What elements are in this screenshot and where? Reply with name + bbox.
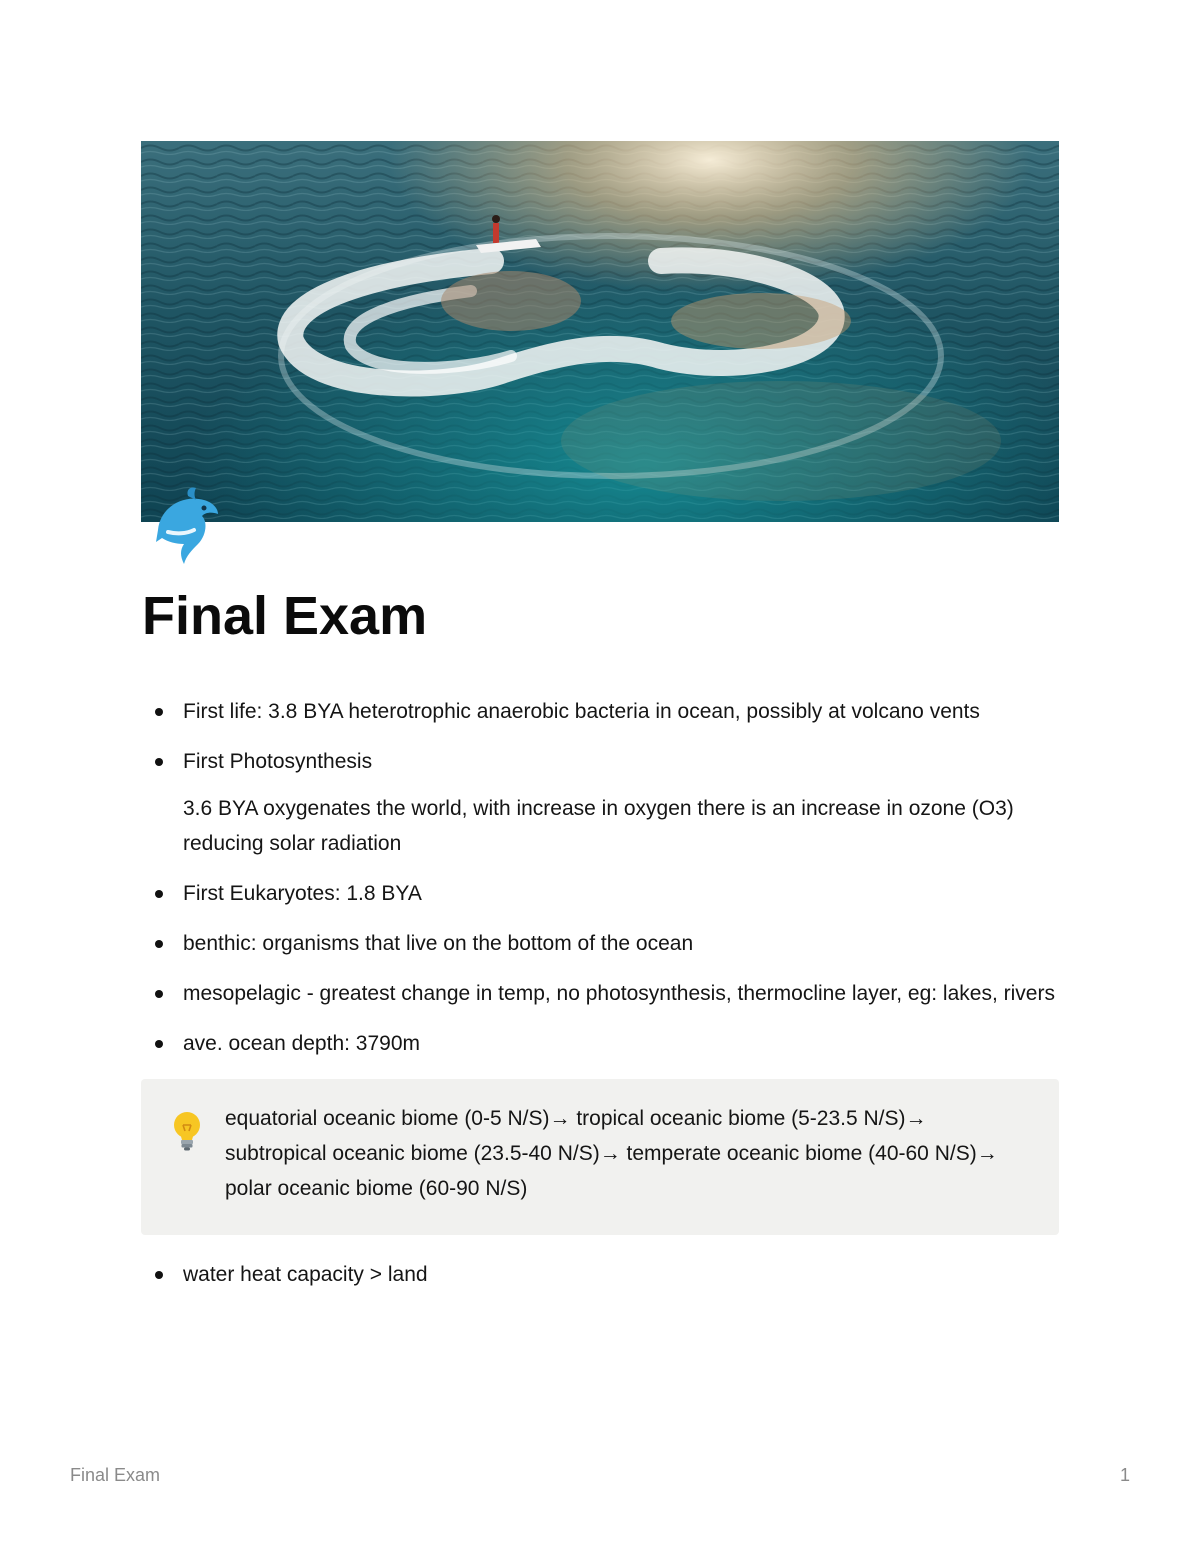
page-title: Final Exam — [142, 586, 428, 646]
page-content — [141, 694, 1059, 1307]
bullet-dot — [155, 890, 163, 898]
list-item: mesopelagic - greatest change in temp, no photosynthesis, thermocline layer, eg: lakes, rivers — [141, 976, 1059, 1011]
dolphin-icon — [146, 486, 228, 566]
bullet-dot — [155, 758, 163, 766]
bullet-list-top — [141, 694, 1059, 1061]
bullet-dot — [155, 990, 163, 998]
bullet-dot — [155, 708, 163, 716]
list-item: First Eukaryotes: 1.8 BYA — [141, 876, 1059, 911]
lightbulb-icon — [169, 1109, 205, 1153]
bullet-list-bottom — [141, 1257, 1059, 1292]
bullet-dot — [155, 940, 163, 948]
callout-text: equatorial oceanic biome (0-5 N/S)→ tropical oceanic biome (5-23.5 N/S)→ subtropical oceanic biome (23.5-40 N/S)→ temperate oceanic biome (40-60 N/S)→ polar oceanic biome (60-90 N/S) — [225, 1107, 998, 1200]
list-item: benthic: organisms that live on the bottom of the ocean — [141, 926, 1059, 961]
list-item: water heat capacity > land — [141, 1257, 1059, 1292]
list-item: First Photosynthesis 3.6 BYA oxygenates the world, with increase in oxygen there is an increase in ozone (O3) reducing solar radiation — [141, 744, 1059, 861]
page-number: 1 — [1119, 1465, 1130, 1485]
ocean-jetski-photo — [141, 141, 1059, 522]
list-item-note: 3.6 BYA oxygenates the world, with increase in oxygen there is an increase in ozone (O3) reducing solar radiation — [183, 797, 1014, 855]
callout-box — [141, 1079, 1059, 1235]
list-item: First life: 3.8 BYA heterotrophic anaerobic bacteria in ocean, possibly at volcano vents — [141, 694, 1059, 729]
bullet-dot — [155, 1271, 163, 1279]
bullet-dot — [155, 1040, 163, 1048]
footer-title: Final Exam — [70, 1465, 161, 1485]
list-item: ave. ocean depth: 3790m — [141, 1026, 1059, 1061]
cover-image — [141, 141, 1059, 522]
